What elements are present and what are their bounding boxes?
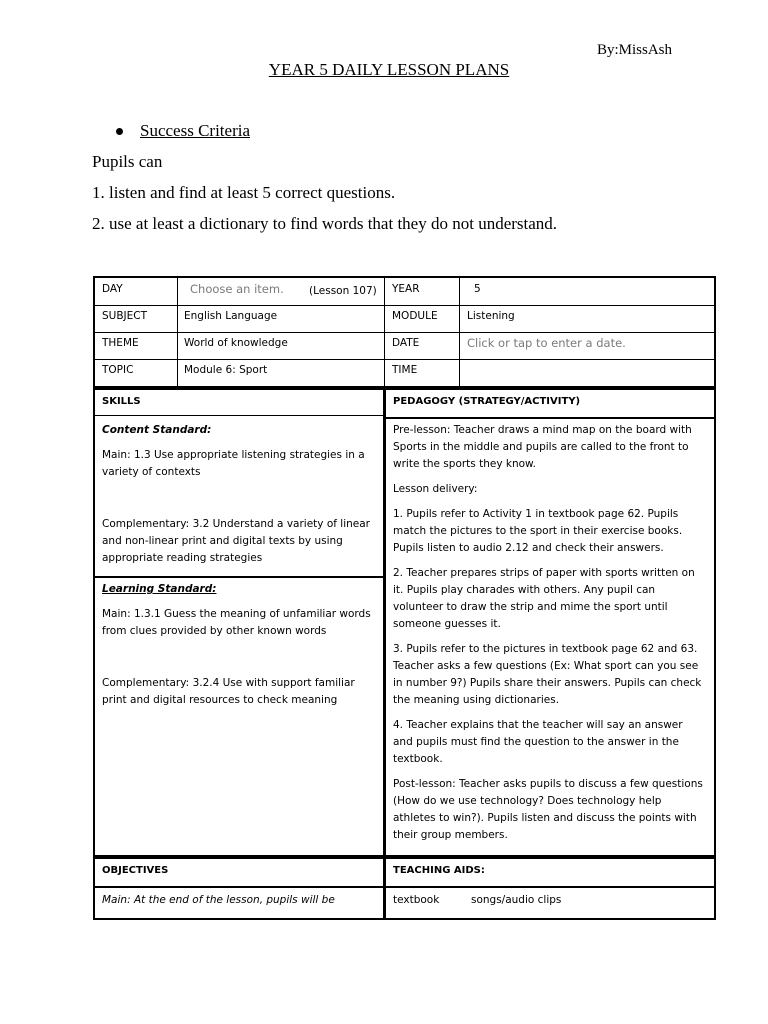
teaching-aid-audio: songs/audio clips: [471, 894, 562, 906]
content-standard-heading: Content Standard:: [102, 424, 212, 436]
time-value: [460, 360, 474, 364]
criteria-line-2: 2. use at least a dictionary to find words that they do not understand.: [92, 214, 558, 233]
module-label: MODULE: [392, 310, 438, 322]
skills-box: [93, 388, 385, 857]
criteria-line-1: 1. listen and find at least 5 correct questions.: [92, 183, 396, 202]
date-picker[interactable]: Click or tap to enter a date.: [467, 336, 626, 350]
objectives-main: Main: At the end of the lesson, pupils will be: [102, 894, 335, 906]
learning-standard-complementary: Complementary: 3.2.4 Use with support familiar print and digital resources to check meaning: [102, 677, 355, 706]
theme-value: World of knowledge: [184, 337, 288, 349]
subject-value: English Language: [184, 310, 278, 322]
time-label: TIME: [392, 364, 418, 376]
page-title: YEAR 5 DAILY LESSON PLANS: [268, 60, 510, 79]
content-standard-complementary: Complementary: 3.2 Understand a variety of linear and non-linear print and digital texts by using appropriate reading strategies: [102, 518, 371, 564]
year-value: 5: [474, 283, 481, 295]
success-criteria-label: Success Criteria: [140, 121, 250, 140]
teaching-aid-textbook: textbook: [393, 894, 440, 906]
teaching-aids-heading: TEACHING AIDS:: [393, 865, 485, 876]
criteria-intro: Pupils can: [92, 152, 163, 171]
activity-4: 4. Teacher explains that the teacher will say an answer and pupils must find the question to the answer in the textbook.: [393, 719, 683, 765]
module-value: Listening: [467, 310, 515, 322]
pedagogy-box: [384, 388, 716, 857]
date-label: DATE: [392, 337, 420, 349]
success-criteria-heading: [116, 121, 250, 141]
lesson-number: (Lesson 107): [309, 285, 377, 297]
bullet-icon: [116, 128, 123, 135]
year-label: YEAR: [392, 283, 420, 295]
topic-label: TOPIC: [102, 364, 134, 376]
activity-3: 3. Pupils refer to the pictures in textbook page 62 and 63. Teacher asks a few questions (Ex: What sport can you see in number 9?) Pupils share their answers. Pupils can check the meaning using dictionaries.: [393, 643, 702, 706]
content-standard-main: Main: 1.3 Use appropriate listening strategies in a variety of contexts: [102, 449, 365, 478]
pedagogy-heading: PEDAGOGY (STRATEGY/ACTIVITY): [393, 396, 581, 407]
objectives-heading: OBJECTIVES: [102, 865, 169, 876]
pre-lesson: Pre-lesson: Teacher draws a mind map on the board with Sports in the middle and pupils are called to the front to write the sports they know.: [393, 424, 692, 470]
day-label: DAY: [102, 283, 123, 295]
author-credit: By:MissAsh: [597, 42, 673, 58]
theme-label: THEME: [102, 337, 139, 349]
learning-standard-heading: Learning Standard:: [102, 583, 217, 595]
subject-label: SUBJECT: [102, 310, 148, 322]
topic-value: Module 6: Sport: [184, 364, 268, 376]
activity-1: 1. Pupils refer to Activity 1 in textbook page 62. Pupils match the pictures to the sport in their exercise books. Pupils listen to audio 2.12 and check their answers.: [393, 508, 683, 554]
post-lesson: Post-lesson: Teacher asks pupils to discuss a few questions (How do we use technology? Does technology help athletes to win?). Pupils listen and discuss the points with their group members.: [393, 778, 703, 841]
day-dropdown[interactable]: Choose an item.: [190, 282, 284, 296]
objectives-box: [93, 857, 385, 920]
learning-standard-main: Main: 1.3.1 Guess the meaning of unfamiliar words from clues provided by other known words: [102, 608, 371, 637]
lesson-info-table: [93, 276, 716, 388]
skills-heading: SKILLS: [102, 396, 141, 407]
lesson-delivery-heading: Lesson delivery:: [393, 483, 478, 495]
activity-2: 2. Teacher prepares strips of paper with sports written on it. Pupils play charades with others. Any pupil can volunteer to draw the strip and mime the sport until someone guesses it.: [393, 567, 695, 630]
teaching-aids-box: [384, 857, 716, 920]
